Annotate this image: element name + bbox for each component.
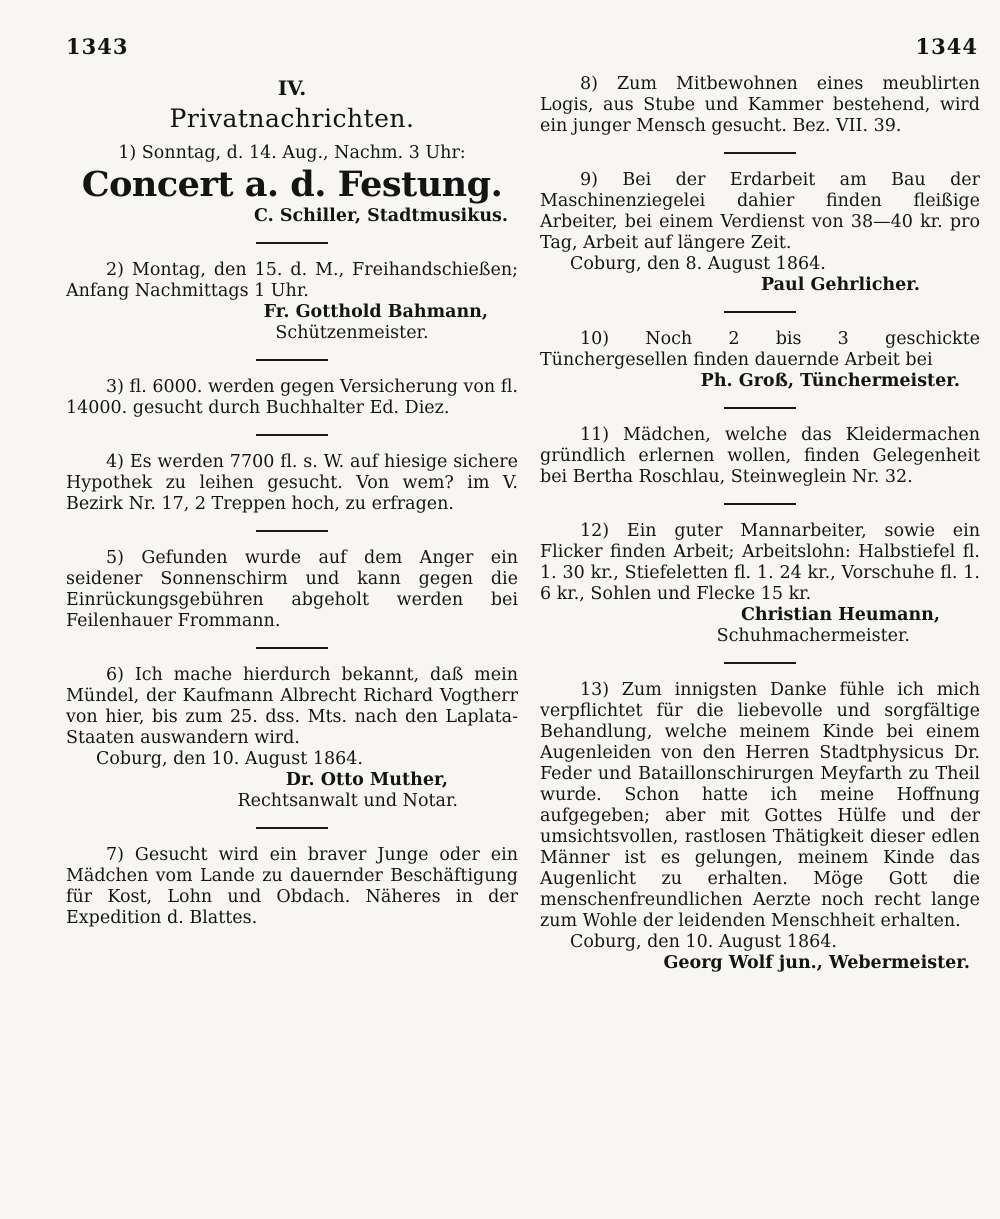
divider xyxy=(724,311,796,313)
notice-9 xyxy=(540,170,980,296)
divider xyxy=(256,242,328,244)
notice-8-text: 8) Zum Mitbewohnen eines meublirten Logis, aus Stube und Kammer bestehend, wird ein junger Mensch gesucht. Bez. VII. 39. xyxy=(540,74,980,136)
notice-10 xyxy=(540,329,980,392)
notice-12-signature: Christian Heumann, xyxy=(740,605,940,625)
notice-1-line: 1) Sonntag, d. 14. Aug., Nachm. 3 Uhr: xyxy=(118,143,466,163)
notice-9-signature: Paul Gehrlicher. xyxy=(760,275,920,295)
divider xyxy=(256,827,328,829)
notice-4-text: 4) Es werden 7700 fl. s. W. auf hiesige sichere Hypothek zu leihen gesucht. Von wem? im V. Bezirk Nr. 17, 2 Treppen hoch, zu erfragen. xyxy=(66,452,518,514)
right-column xyxy=(540,74,980,974)
notice-11-text: 11) Mädchen, welche das Kleidermachen gründlich erlernen wollen, finden Gelegenheit bei Bertha Roschlau, Steinweglein Nr. 32. xyxy=(540,425,980,487)
divider xyxy=(724,503,796,505)
notice-12-title: Schuhmachermeister. xyxy=(716,626,910,646)
page-number-left: 1343 xyxy=(66,34,129,59)
notice-13-place-date: Coburg, den 10. August 1864. xyxy=(570,932,837,952)
notice-12 xyxy=(540,521,980,647)
notice-4 xyxy=(66,452,518,515)
notice-1-headline: Concert a. d. Festung. xyxy=(81,164,503,205)
notice-2 xyxy=(66,260,518,344)
notice-7-text: 7) Gesucht wird ein braver Junge oder ein Mädchen vom Lande zu dauernder Beschäftigung für Kost, Lohn und Obdach. Näheres in der Expedition d. Blattes. xyxy=(66,845,518,928)
notice-3 xyxy=(66,377,518,419)
notice-13 xyxy=(540,680,980,974)
divider xyxy=(256,647,328,649)
notice-10-text: 10) Noch 2 bis 3 geschickte Tünchergesellen finden dauernde Arbeit bei xyxy=(540,329,980,370)
notice-10-signature: Ph. Groß, Tünchermeister. xyxy=(700,371,960,391)
notice-6-signature: Dr. Otto Muther, xyxy=(285,770,448,790)
left-column xyxy=(66,74,518,929)
divider xyxy=(724,152,796,154)
notice-1-signature: C. Schiller, Stadtmusikus. xyxy=(254,206,508,226)
divider xyxy=(256,434,328,436)
notice-6 xyxy=(66,665,518,812)
notice-6-place-date: Coburg, den 10. August 1864. xyxy=(96,749,363,769)
notice-8 xyxy=(540,74,980,137)
section-title: Privatnachrichten. xyxy=(169,104,415,133)
notice-11 xyxy=(540,425,980,488)
notice-2-title: Schützenmeister. xyxy=(275,323,429,343)
notice-7 xyxy=(66,845,518,929)
notice-13-signature: Georg Wolf jun., Webermeister. xyxy=(663,953,970,973)
notice-5 xyxy=(66,548,518,632)
page-number-right: 1344 xyxy=(915,34,978,59)
divider xyxy=(724,662,796,664)
divider xyxy=(724,407,796,409)
notice-3-text: 3) fl. 6000. werden gegen Versicherung von fl. 14000. gesucht durch Buchhalter Ed. Diez. xyxy=(66,377,518,418)
notice-6-text: 6) Ich mache hierdurch bekannt, daß mein Mündel, der Kaufmann Albrecht Richard Vogtherr von hier, bis zum 25. dss. Mts. nach den Laplata-Staaten auswandern wird. xyxy=(66,665,518,748)
notice-9-place-date: Coburg, den 8. August 1864. xyxy=(570,254,826,274)
notice-9-text: 9) Bei der Erdarbeit am Bau der Maschinenziegelei dahier finden fleißige Arbeiter, bei einem Verdienst von 38—40 kr. pro Tag, Arbeit auf längere Zeit. xyxy=(540,170,980,253)
divider xyxy=(256,530,328,532)
notice-12-text: 12) Ein guter Mannarbeiter, sowie ein Flicker finden Arbeit; Arbeitslohn: Halbstiefel fl. 1. 30 kr., Stiefeletten fl. 1. 24 kr., Vorschuhe fl. 1. 6 kr., Sohlen und Flecke 15 kr. xyxy=(540,521,980,604)
notice-2-text: 2) Montag, den 15. d. M., Freihandschießen; Anfang Nachmittags 1 Uhr. xyxy=(66,260,518,301)
notice-2-signature: Fr. Gotthold Bahmann, xyxy=(263,302,488,322)
divider xyxy=(256,359,328,361)
notice-5-text: 5) Gefunden wurde auf dem Anger ein seidener Sonnenschirm und kann gegen die Einrückungsgebühren abgeholt werden bei Feilenhauer Frommann. xyxy=(66,548,518,631)
notice-6-title: Rechtsanwalt und Notar. xyxy=(237,791,458,811)
notice-1 xyxy=(66,143,518,227)
section-number: IV. xyxy=(277,76,307,100)
notice-13-text: 13) Zum innigsten Danke fühle ich mich verpflichtet für die liebevolle und sorgfältige Behandlung, welche meinem Kinde bei einem Augenleiden von den Herren Stadtphysicus Dr. Feder und Bataillonschirurgen Meyfarth zu Theil wurde. Schon hatte ich meine Hoffnung aufgegeben; aber mit Gottes Hülfe und der umsichtsvollen, rastlosen Thätigkeit dieser edlen Männer ist es gelungen, meinem Kinde das Augenlicht zu erhalten. Möge Gott die menschenfreundlichen Aerzte noch recht lange zum Wohle der leidenden Menschheit erhalten. xyxy=(540,680,980,931)
